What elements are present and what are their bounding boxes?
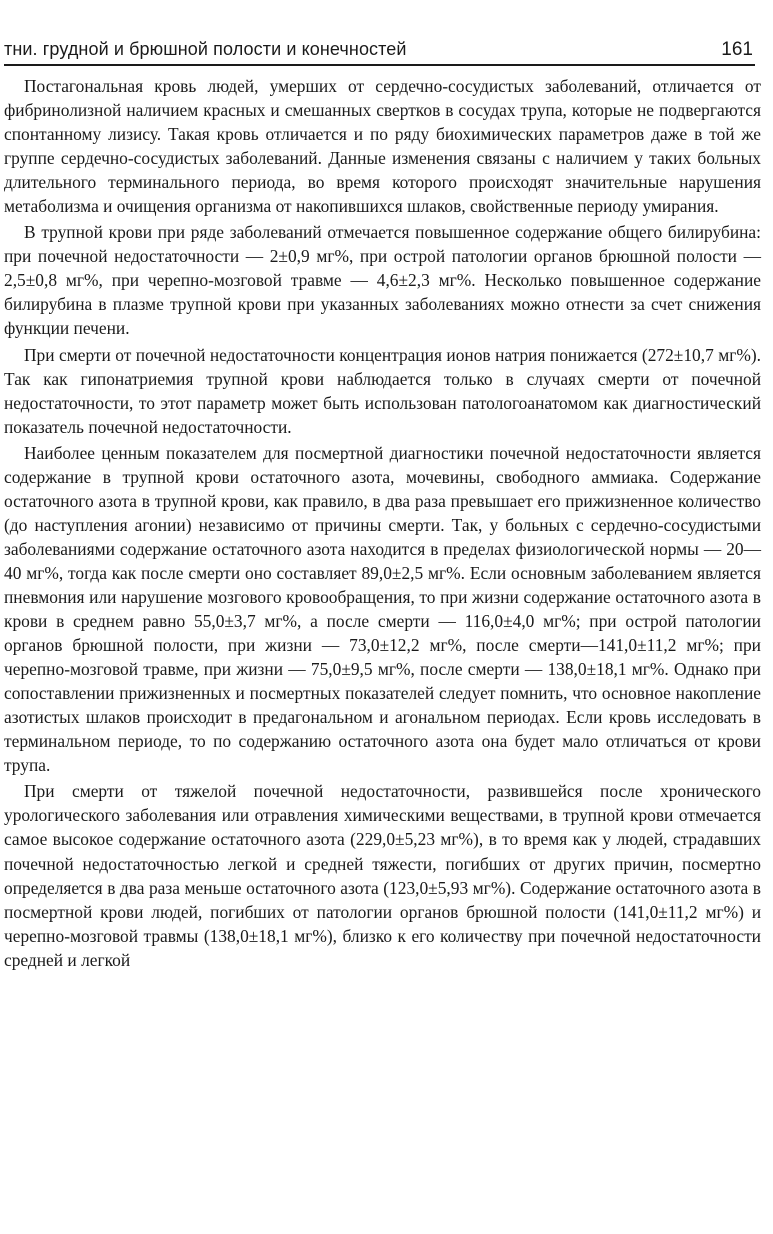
paragraph-renal-failure: При смерти от тяжелой почечной недостаточности, развившейся после хронического урологического заболевания или отравления химическими веществами, в трупной крови отмечается самое высокое содержание остаточного азота (229,0±5,23 мг%), в то время как у людей, страдавших почечной недостаточностью легкой и средней тяжести, погибших от других причин, посмертно определяется в два раза меньше остаточного азота (123,0±5,93 мг%). Содержание остаточного азота в посмертной крови людей, погибших от патологии органов брюшной полости (141,0±11,2 мг%) и черепно-мозговой травмы (138,0±18,1 мг%), близко к его количеству при почечной недостаточности средней и легкой <box>4 781 761 970</box>
running-header-title: тни. грудной и брюшной полости и конечностей <box>4 39 407 59</box>
body-text <box>4 74 761 972</box>
paragraph-postagonal-blood: Постагональная кровь людей, умерших от сердечно-сосудистых заболеваний, отличается от фибринолизной наличием красных и смешанных свертков в сосудах трупа, которые не подвергаются спонтанному лизису. Такая кровь отличается и по ряду биохимических параметров даже в той же группе сердечно-сосудистых заболеваний. Данные изменения связаны с наличием у таких больных длительного терминального периода, во время которого происходят значительные нарушения метаболизма и очищения организма от накопившихся шлаков, свойственные периоду умирания. <box>4 76 761 217</box>
paragraph-bilirubin: В трупной крови при ряде заболеваний отмечается повышенное содержание общего билирубина: при почечной недостаточности — 2±0,9 мг%, при острой патологии органов брюшной полости — 2,5±0,8 мг%, при черепно-мозговой травме — 4,6±2,3 мг%. Несколько повышенное содержание билирубина в плазме трупной крови при указанных заболеваниях можно отнести за счет снижения функции печени. <box>4 222 761 339</box>
paragraph-residual-nitrogen: Наиболее ценным показателем для посмертной диагностики почечной недостаточности является содержание в трупной крови остаточного азота, мочевины, свободного аммиака. Содержание остаточного азота в трупной крови, как правило, в два раза превышает его прижизненное количество (до наступления агонии) независимо от причины смерти. Так, у больных с сердечно-сосудистыми заболеваниями содержание остаточного азота находится в пределах физиологической нормы — 20—40 мг%, тогда как после смерти оно составляет 89,0±2,5 мг%. Если основным заболеванием является пневмония или нарушение мозгового кровообращения, то при жизни содержание остаточного азота в крови в среднем равно 55,0±3,7 мг%, а после смерти — 116,0±4,0 мг%; при острой патологии органов брюшной полости, при жизни — 73,0±12,2 мг%, после смерти—141,0±11,2 мг%; при черепно-мозговой травме, при жизни — 75,0±9,5 мг%, после смерти — 138,0±18,1 мг%. Однако при сопоставлении прижизненных и посмертных показателей следует помнить, что основное накопление азотистых шлаков происходит в предагональном и агональном периодах. Если кровь исследовать в терминальном периоде, то по содержанию остаточного азота она будет мало отличаться от крови трупа. <box>4 442 761 776</box>
running-header <box>4 38 755 66</box>
paragraph-sodium: При смерти от почечной недостаточности концентрация ионов натрия понижается (272±10,7 мг%). Так как гипонатриемия трупной крови наблюдается только в случаях смерти от почечной недостаточности, то этот параметр может быть использован патологоанатомом как диагностический показатель почечной недостаточности. <box>4 344 761 437</box>
page-number: 161 <box>721 39 753 60</box>
